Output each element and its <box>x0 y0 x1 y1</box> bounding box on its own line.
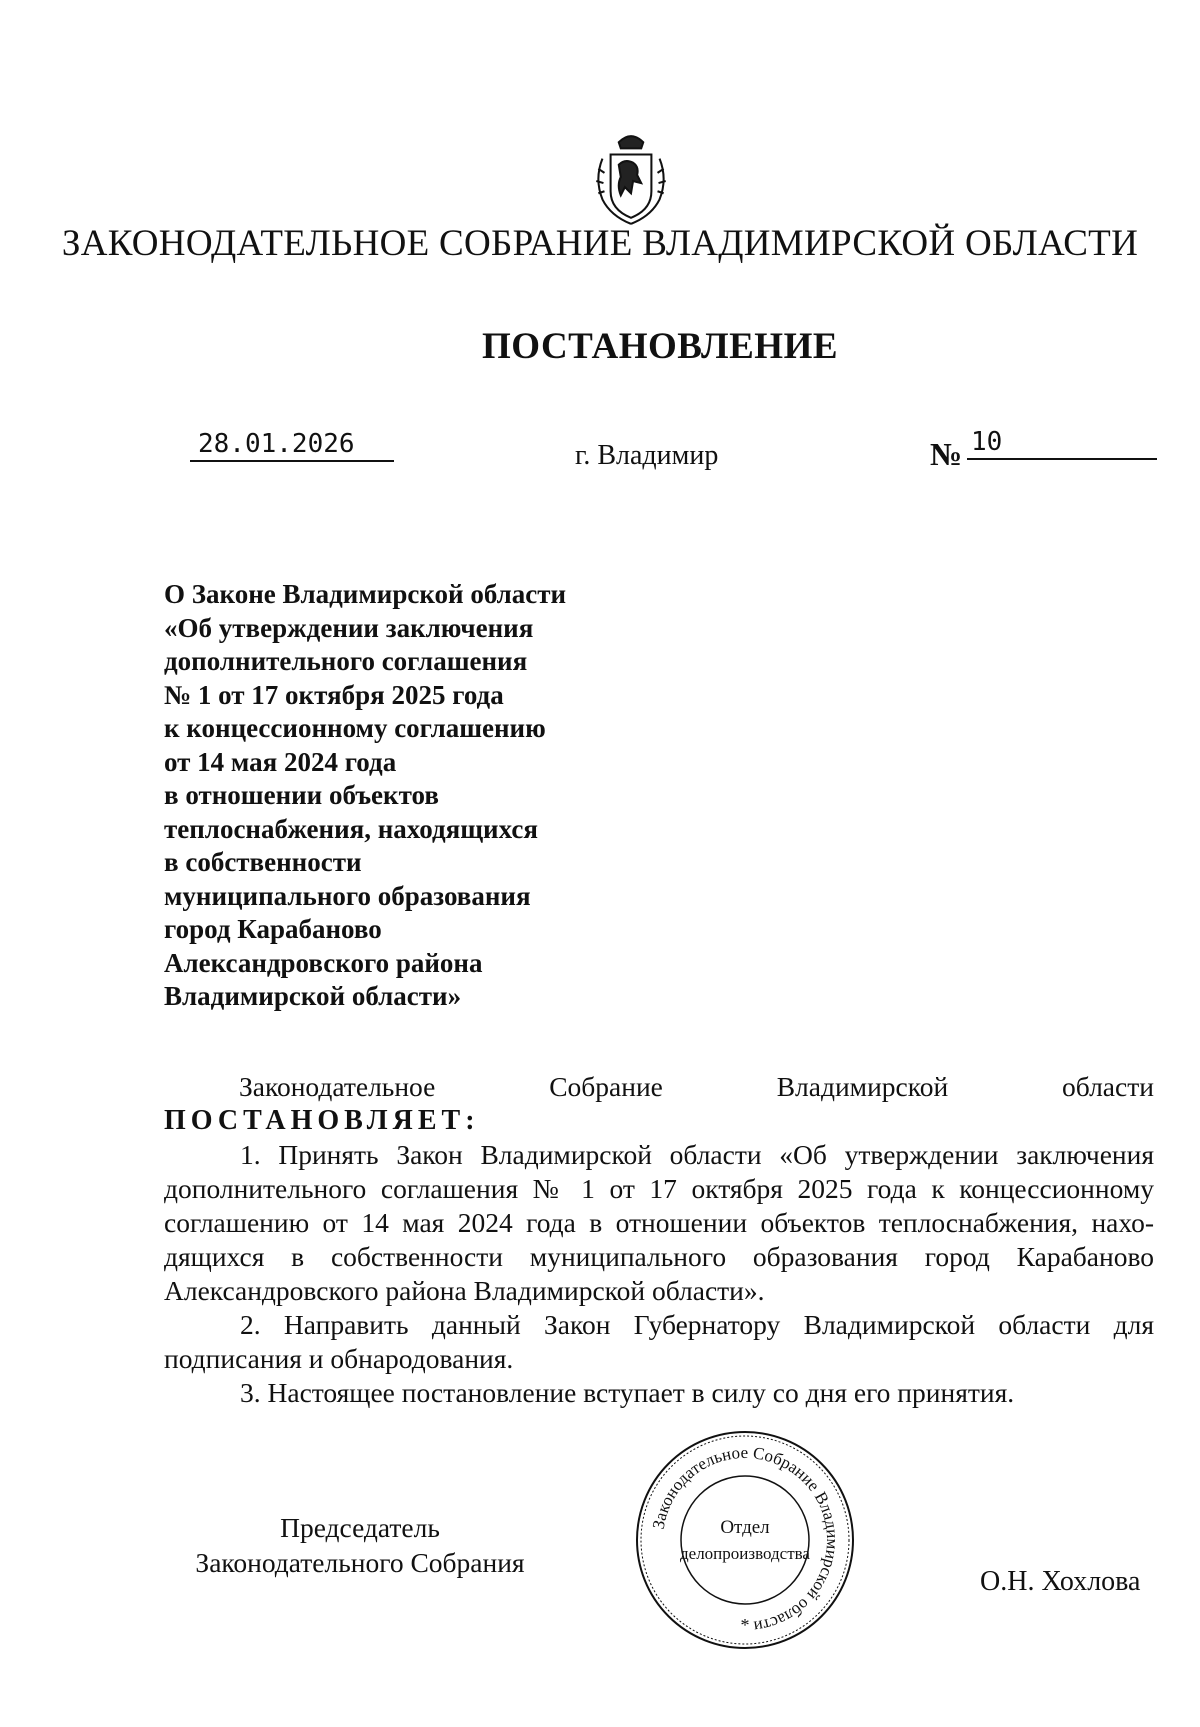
subject-line: дополнительного соглашения <box>164 646 528 676</box>
subject-line: от 14 мая 2024 года <box>164 746 397 777</box>
signatory-title-line: Председатель <box>280 1512 440 1543</box>
subject-line: Александровского района <box>164 947 483 978</box>
subject-line: теплоснабжения, находящихся <box>164 813 538 844</box>
subject-line: к концессионному соглашению <box>164 713 546 743</box>
subject-line: № 1 от 17 октября 2025 года <box>164 679 504 710</box>
signatory-title <box>170 1510 550 1580</box>
document-type: ПОСТАНОВЛЕНИЕ <box>481 326 839 367</box>
document-date: 28.01.2026 <box>190 428 394 462</box>
preamble-word: Владимирской <box>776 1071 949 1102</box>
document-subject <box>164 578 724 1014</box>
subject-line: «Об утверждении заключения <box>164 612 534 643</box>
subject-line: в собственности <box>164 847 362 877</box>
organization-title: ЗАКОНОДАТЕЛЬНОЕ СОБРАНИЕ ВЛАДИМИРСКОЙ ОБЛАСТИ <box>61 223 1139 264</box>
preamble <box>164 1070 1154 1138</box>
signatory-title-line: Законодательного Собрания <box>195 1547 525 1578</box>
document-city: г. Владимир <box>575 440 719 471</box>
resolves-verb: ПОСТАНОВЛЯЕТ: <box>164 1105 480 1136</box>
resolution-items <box>164 1138 1154 1410</box>
subject-line: город Карабаново <box>164 914 382 944</box>
coat-of-arms-icon <box>580 128 682 230</box>
preamble-word: области <box>1062 1071 1154 1102</box>
subject-line: О Законе Владимирской области <box>164 579 567 609</box>
resolution-item: 1. Принять Закон Владимирской области «Об утверждении заключения дополнительного соглашения № 1 от 17 октября 2025 года к концессионному соглашению от 14 мая 2024 года в отношении объектов теплоснабжения, находящихся в собственности муниципального образования город Карабаново Александровского района Владимирской области». <box>164 1139 1154 1306</box>
subject-line: муниципального образования <box>164 880 531 911</box>
resolution-item: 3. Настоящее постановление вступает в силу со дня его принятия. <box>240 1377 1015 1408</box>
subject-line: Владимирской области» <box>164 981 462 1011</box>
resolution-item: 2. Направить данный Закон Губернатору Владимирской области для подписания и обнародования. <box>164 1309 1154 1374</box>
seal-center-line: делопроизводства <box>680 1544 810 1563</box>
seal-center-line: Отдел <box>720 1517 770 1538</box>
signatory-name: О.Н. Хохлова <box>980 1566 1141 1597</box>
svg-text:*: * <box>740 1615 750 1635</box>
subject-line: в отношении объектов <box>164 780 439 810</box>
official-seal <box>630 1425 860 1655</box>
seal-ring-text: Законодательное Собрание Владимирской области <box>648 1442 843 1637</box>
number-sign: № <box>930 436 963 472</box>
preamble-word: Собрание <box>549 1071 663 1102</box>
document-number: 10 <box>967 426 1157 460</box>
preamble-word: Законодательное <box>239 1071 436 1102</box>
